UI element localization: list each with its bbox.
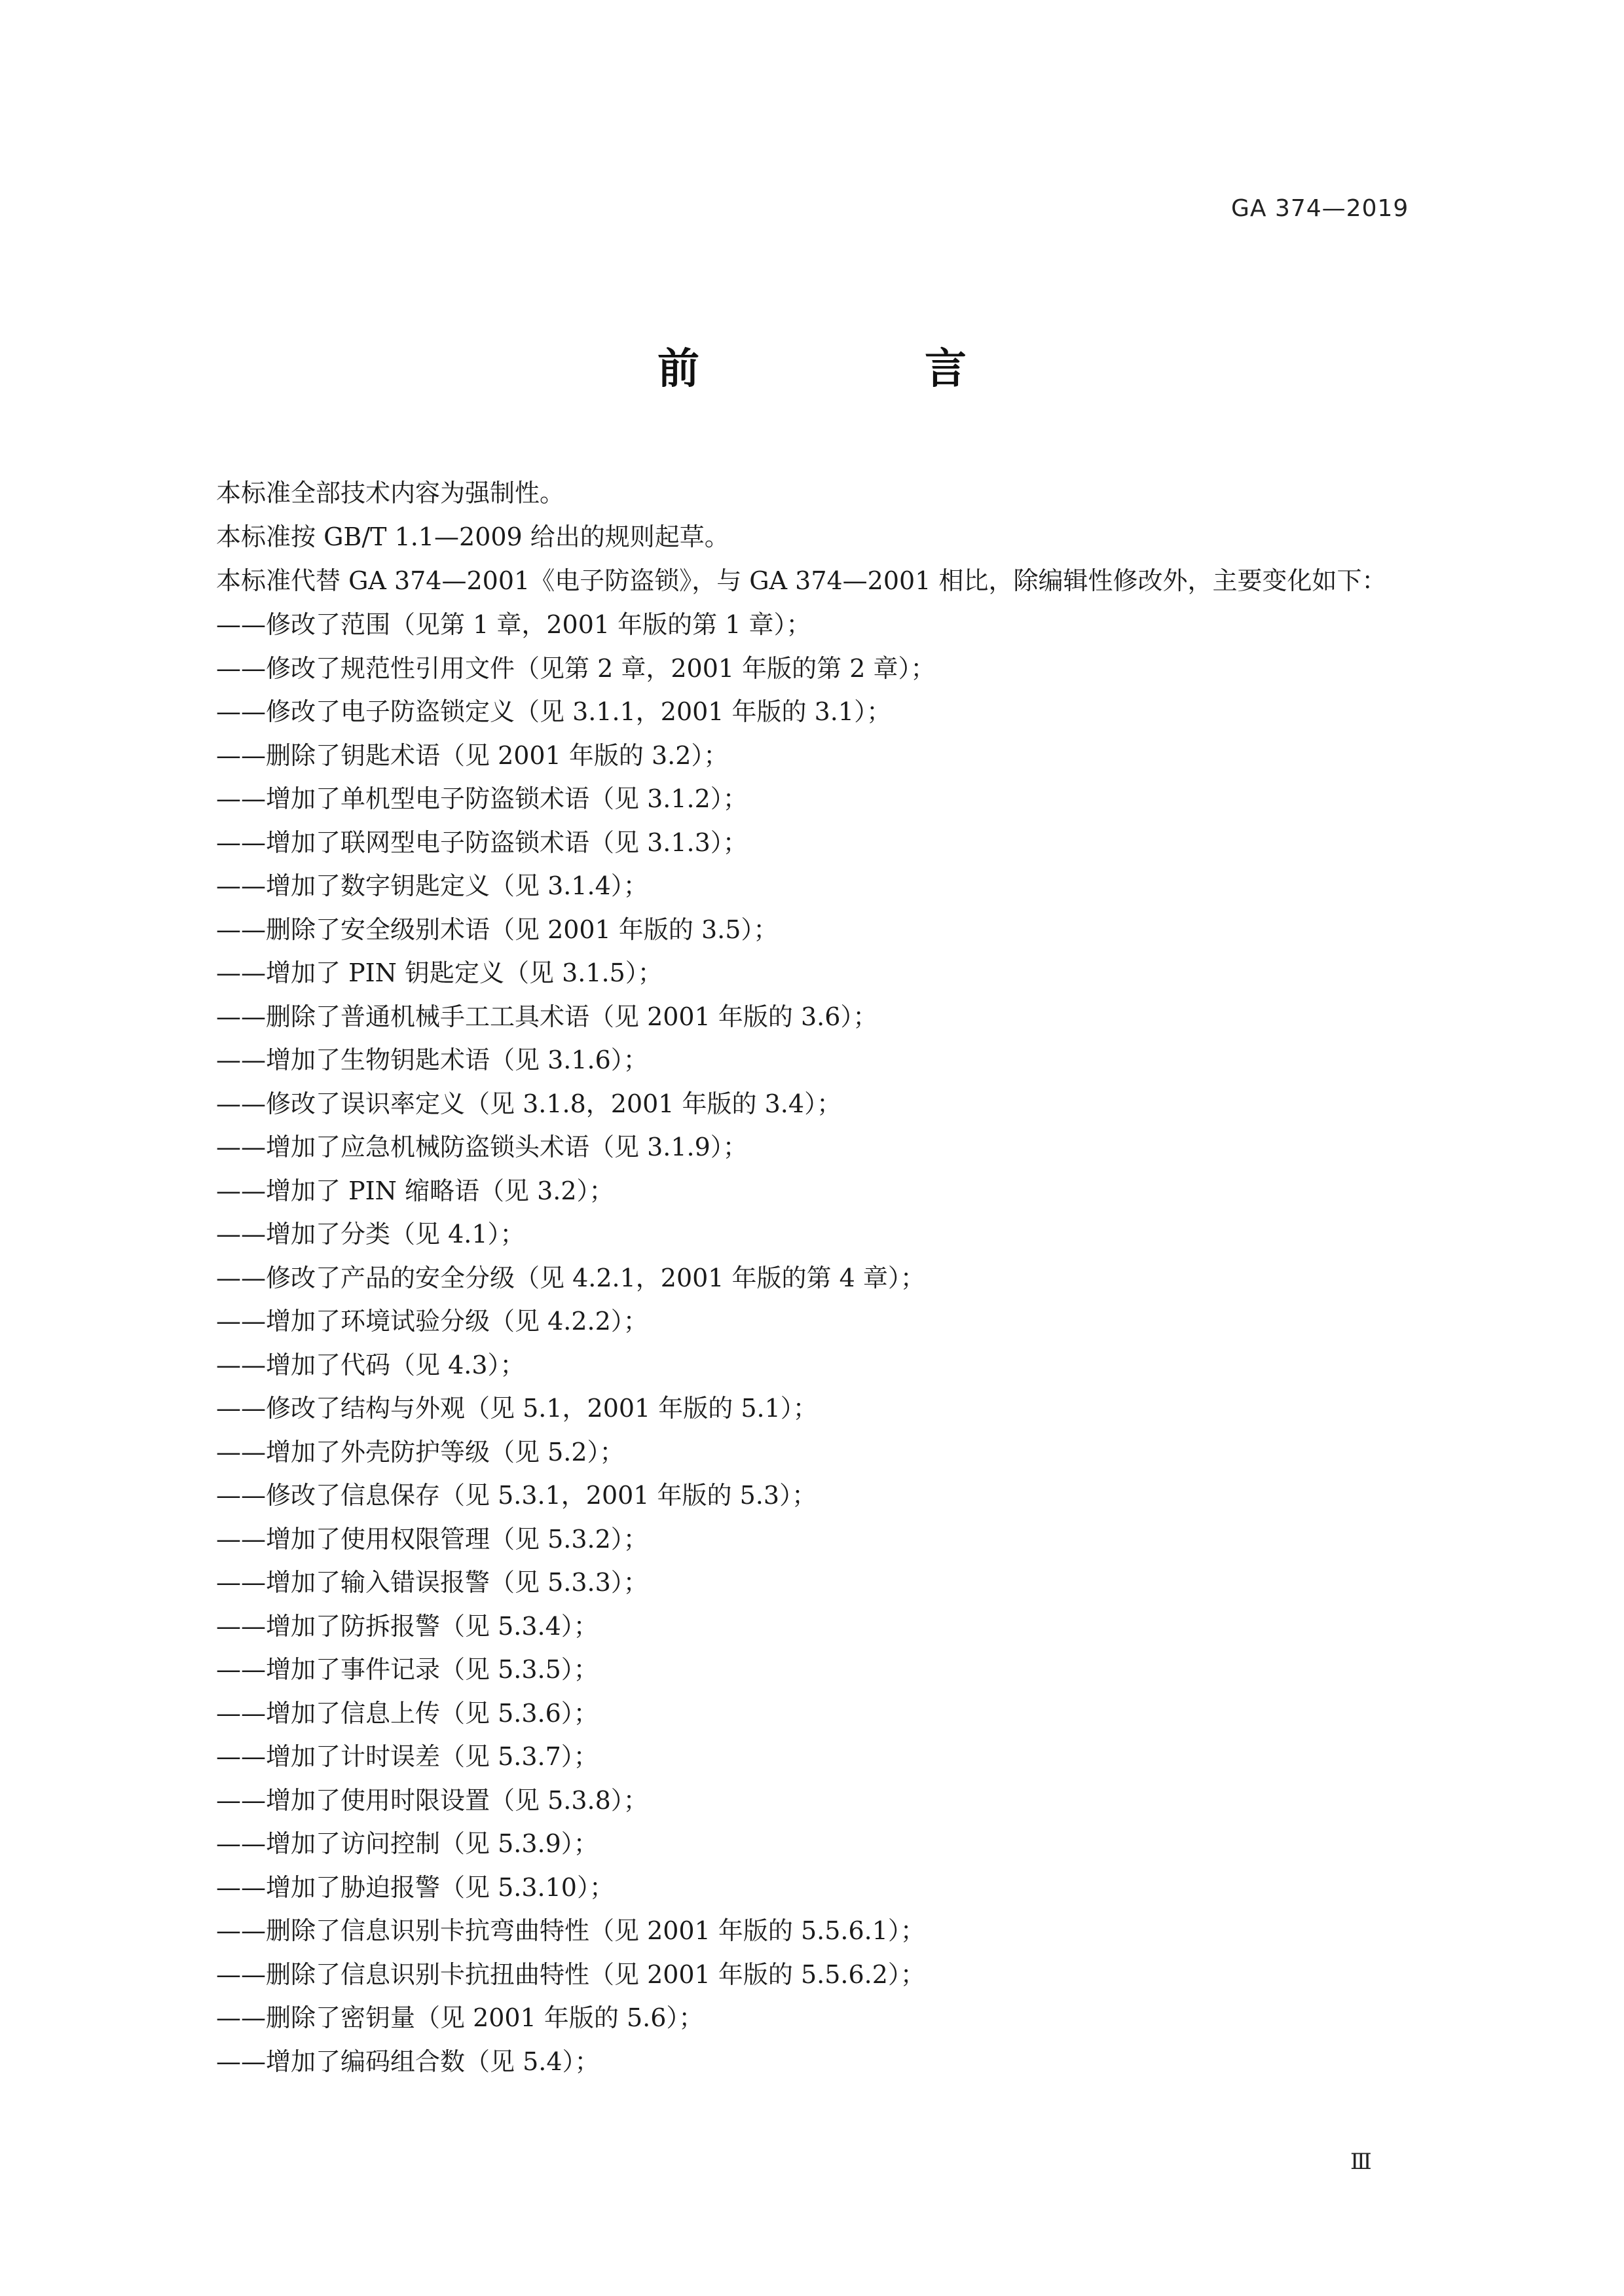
changes-list: [161, 603, 1418, 2083]
intro-paragraph-drafting-rules: 本标准按 GB/T 1.1—2009 给出的规则起草。: [216, 522, 729, 551]
change-item: ——删除了信息识别卡抗扭曲特性（见 2001 年版的 5.5.6.2）；: [216, 1959, 925, 1989]
change-item: ——增加了计时误差（见 5.3.7）；: [216, 1742, 599, 1771]
change-item: ——增加了应急机械防盗锁头术语（见 3.1.9）；: [216, 1133, 748, 1161]
change-item: ——修改了电子防盗锁定义（见 3.1.1，2001 年版的 3.1）；: [216, 697, 892, 726]
change-item: ——修改了误识率定义（见 3.1.8，2001 年版的 3.4）；: [216, 1089, 842, 1118]
document-body: [161, 471, 1418, 2083]
change-item: ——增加了生物钥匙术语（见 3.1.6）；: [216, 1046, 648, 1074]
page-number: Ⅲ: [1350, 2149, 1372, 2175]
change-item: ——删除了密钥量（见 2001 年版的 5.6）；: [216, 2003, 704, 2032]
change-item: ——增加了胁迫报警（见 5.3.10）；: [216, 1872, 614, 1902]
change-item: ——修改了信息保存（见 5.3.1，2001 年版的 5.3）；: [216, 1481, 817, 1510]
intro-paragraph-mandatory: 本标准全部技术内容为强制性。: [216, 479, 565, 507]
change-item: ——增加了联网型电子防盗锁术语（见 3.1.3）；: [216, 828, 748, 857]
change-item: ——增加了数字钥匙定义（见 3.1.4）；: [216, 871, 648, 900]
change-item: ——增加了防拆报警（见 5.3.4）；: [216, 1611, 599, 1641]
change-item: ——增加了环境试验分级（见 4.2.2）；: [216, 1307, 648, 1336]
change-item: ——删除了钥匙术语（见 2001 年版的 3.2）；: [216, 740, 729, 770]
change-item: ——删除了普通机械手工工具术语（见 2001 年版的 3.6）；: [216, 1002, 878, 1031]
standard-code: GA 374—2019: [1231, 195, 1409, 222]
change-item: ——增加了输入错误报警（见 5.3.3）；: [216, 1568, 648, 1597]
page-title: 前 言: [657, 345, 1058, 393]
change-item: ——增加了访问控制（见 5.3.9）；: [216, 1829, 599, 1858]
change-item: ——增加了单机型电子防盗锁术语（见 3.1.2）；: [216, 784, 748, 813]
change-item: ——增加了分类（见 4.1）；: [216, 1220, 525, 1248]
change-item: ——修改了规范性引用文件（见第 2 章，2001 年版的第 2 章）；: [216, 653, 936, 683]
change-item: ——增加了外壳防护等级（见 5.2）；: [216, 1437, 625, 1467]
intro-paragraph-replacement: 本标准代替 GA 374—2001《电子防盗锁》，与 GA 374—2001 相比，除编辑性修改外，主要变化如下：: [216, 566, 1387, 595]
change-item: ——修改了范围（见第 1 章，2001 年版的第 1 章）；: [216, 610, 811, 639]
change-item: ——增加了 PIN 缩略语（见 3.2）；: [216, 1176, 614, 1205]
change-item: ——删除了安全级别术语（见 2001 年版的 3.5）；: [216, 915, 779, 944]
change-item: ——删除了信息识别卡抗弯曲特性（见 2001 年版的 5.5.6.1）；: [216, 1916, 925, 1945]
change-item: ——增加了使用时限设置（见 5.3.8）；: [216, 1785, 648, 1815]
change-item: ——增加了信息上传（见 5.3.6）；: [216, 1698, 599, 1728]
change-item: ——增加了 PIN 钥匙定义（见 3.1.5）；: [216, 958, 663, 987]
change-item: ——增加了使用权限管理（见 5.3.2）；: [216, 1524, 648, 1554]
change-item: ——修改了产品的安全分级（见 4.2.1，2001 年版的第 4 章）；: [216, 1263, 925, 1292]
change-item: ——增加了编码组合数（见 5.4）；: [216, 2047, 600, 2076]
change-item: ——增加了代码（见 4.3）；: [216, 1350, 525, 1379]
change-item: ——修改了结构与外观（见 5.1，2001 年版的 5.1）；: [216, 1394, 818, 1423]
change-item: ——增加了事件记录（见 5.3.5）；: [216, 1655, 599, 1684]
